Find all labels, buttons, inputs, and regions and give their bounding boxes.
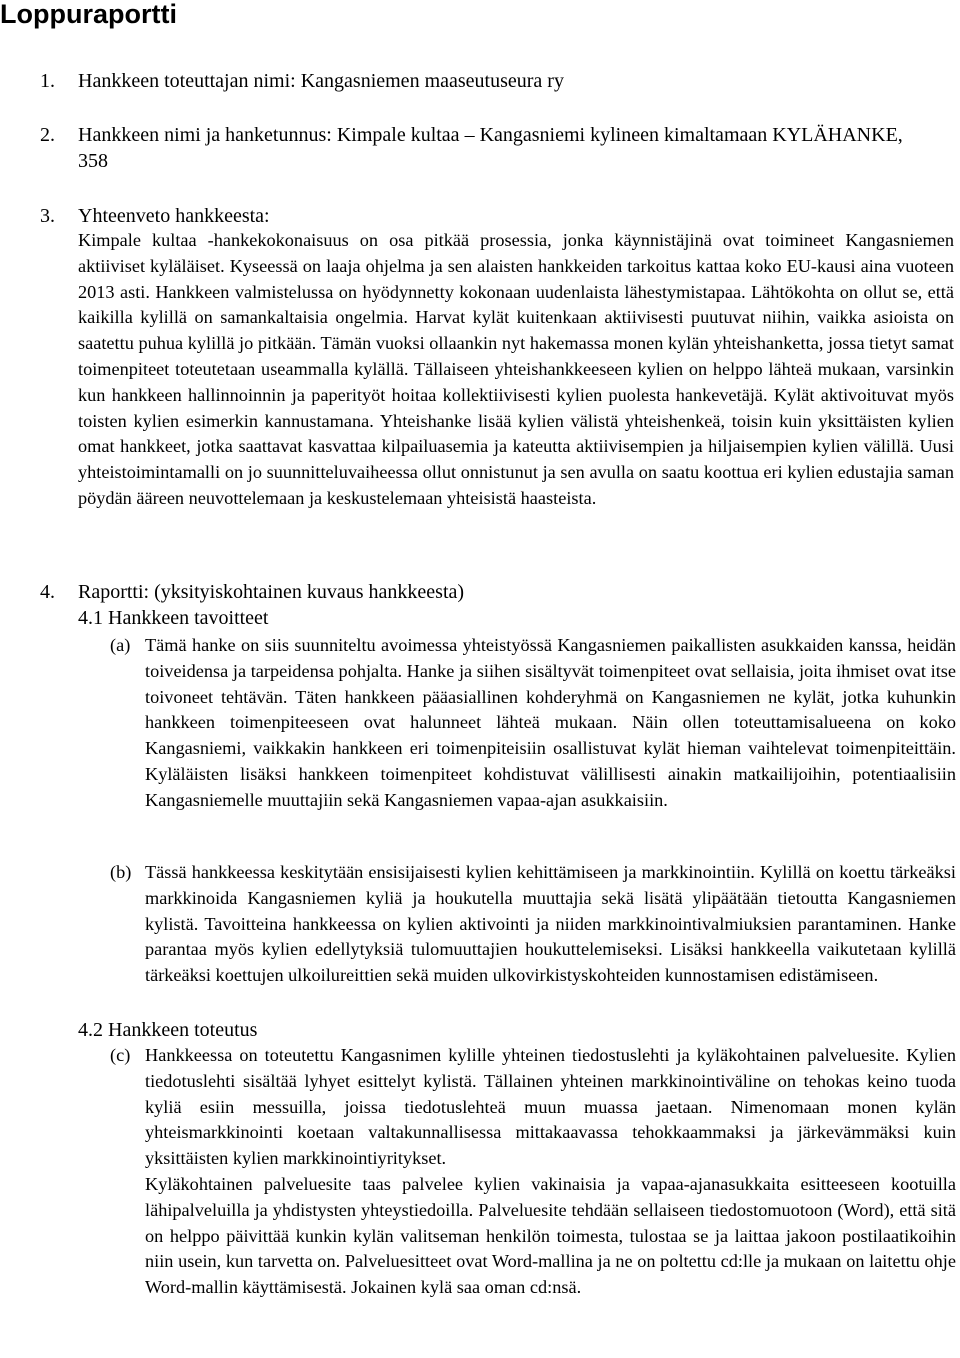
- section-4-2-heading: 4.2 Hankkeen toteutus: [78, 1019, 258, 1041]
- subsection-a-text: Tämä hanke on siis suunniteltu avoimessa yhteistyössä Kangasniemen paikallisten asukkaiden kanssa, heidän toiveidensa ja tarpeidensa pohjalta. Hanke ja siihen sisältyvät toimenpiteet ovat sellaisia, joita ihmiset ovat itse toivoneet tehtävän. Täten hankkeen pääasiallinen kohderyhmä on Kangasniemen ne kylät, jotka kuhunkin hankkeen toimenpiteeseen ovat halunneet lähteä mukaan. Näin ollen toteuttamisalueena on koko Kangasniemi, vaikkakin hankkeen eri toimenpiteisiin osallistuvat kylät hieman vaihtelevat toimenpiteittäin. Kyläläisten lisäksi hankkeen toimenpiteet kohdistuvat välillisesti ainakin matkailijoihin, potentiaalisiin Kangasniemelle muuttajiin sekä Kangasniemen vapaa-ajan asukkaisiin.: [145, 635, 956, 810]
- item-1-number: 1.: [40, 70, 55, 92]
- subsection-c-paragraph-1: Hankkeessa on toteutettu Kangasnimen kylille yhteinen tiedostuslehti ja kyläkohtainen palveluesite. Kylien tiedotuslehti sisältää lyhyet esittelyt kylistä. Tällainen yhteinen markkinointiväline on tehokas keino tuoda kyliä esiin messuilla, joissa tiedotuslehteä muun muassa jaetaan. Nimenomaan monen kylän yhteismarkkinointi koetaan valtakunnallisessa mittakaavassa tehokkaammaksi ja järkevämmäksi kuin yksittäisten kylien markkinointiyritykset.: [145, 1045, 956, 1169]
- item-1-text: Hankkeen toteuttajan nimi: Kangasniemen maaseutuseura ry: [78, 70, 564, 92]
- subsection-b-text: Tässä hankkeessa keskitytään ensisijaisesti kylien kehittämiseen ja markkinointiin. Kylillä on koettu tärkeäksi markkinoida Kangasniemen kyliä ja houkutella muuttajia sekä lisätä ylipäätään tietoutta Kangasniemen kylistä. Tavoitteina hankkeessa on kylien aktivointi ja niiden markkinointivalmiuksien parantaminen. Hanke parantaa myös kylien edellytyksiä tulomuuttajien houkuttelemiseksi. Lisäksi hankkeella vaikutetaan kylillä tärkeäksi koettujen ulkoilureittien sekä muiden ulkovirkistyskohteiden kunnostamisen edistämiseen.: [145, 862, 956, 986]
- section-4-1-heading: 4.1 Hankkeen tavoitteet: [78, 607, 269, 629]
- summary-block: [78, 228, 954, 512]
- item-4-number: 4.: [40, 581, 55, 603]
- subsection-c-text: [145, 1043, 956, 1301]
- item-3-number: 3.: [40, 205, 55, 227]
- item-2-number: 2.: [40, 124, 55, 146]
- item-2-text: Hankkeen nimi ja hanketunnus: Kimpale kultaa – Kangasniemi kylineen kimaltamaan KYLÄHANKE, 358: [78, 124, 903, 172]
- subsection-a-label: (a): [110, 635, 131, 655]
- item-4-text: Raportti: (yksityiskohtainen kuvaus hankkeesta): [78, 581, 465, 603]
- report-title: Loppuraportti: [0, 0, 177, 29]
- item-3-text: Yhteenveto hankkeesta:: [78, 205, 270, 227]
- subsection-b-label: (b): [110, 862, 132, 882]
- subsection-c-label: (c): [110, 1045, 131, 1065]
- subsection-c-paragraph-2: Kyläkohtainen palveluesite taas palvelee kylien vakinaisia ja vapaa-ajanasukkaita esitteeseen kootuilla lähipalveluilla ja yhdistysten yhteystiedoilla. Palveluesite tehdään sellaiseen tiedostomuotoon (Word), että sitä on helppo päivittää kunkin kylän valitseman henkilön toimesta, tulostaa se ja laittaa jakoon postilaatikoihin niin usein, kun tarvetta on. Palveluesitteet ovat Word-mallina ja ne on poltettu cd:lle ja mukaan on laitettu ohje Word-mallin käyttämisestä. Jokainen kylä saa oman cd:nsä.: [145, 1173, 956, 1298]
- summary-paragraph: Kimpale kultaa -hankekokonaisuus on osa pitkää prosessia, jonka käynnistäjinä ovat toimineet Kangasniemen aktiiviset kyläläiset. Kyseessä on laaja ohjelma ja sen alaisten hankkeiden tarkoitus kattaa koko EU-kausi aina vuoteen 2013 asti. Hankkeen valmistelussa on hyödynnetty kokonaan uudenlaista lähestymistapaa. Lähtökohta on ollut se, että kaikilla kylillä on samankaltaisia ongelmia. Harvat kylät kuitenkaan aktiivisesti puutuvat niihin, vaikka asioista on saatettu puhua kylillä jo pitkään. Tämän vuoksi ollaankin nyt hakemassa monen kylän yhteishanketta, jossa tietyt samat toimenpiteet toteutetaan useammalla kylällä. Tällaiseen yhteishankkeeseen kylien on helppo lähteä mukaan, varsinkin kun hankkeen hallinnoinnin ja paperityöt hoitaa kollektiivisesti kylien puolesta hankevetäjä. Kylät aktivoituvat myös toisten kylien esimerkin kannustamana. Yhteishanke lisää kylien välistä yhteishenkeä, toisin kuin yksittäisten kylien omat hankkeet, jotka saattavat kasvattaa kilpailuasemia ja kateutta aktiivisempien ja hiljaisempien kylien välillä. Uusi yhteistoimintamalli on jo suunnitteluvaiheessa ollut onnistunut ja sen avulla on saatu koottua eri kylien edustajia saman pöydän ääreen neuvottelemaan ja keskustelemaan yhteisistä haasteista.: [78, 230, 954, 508]
